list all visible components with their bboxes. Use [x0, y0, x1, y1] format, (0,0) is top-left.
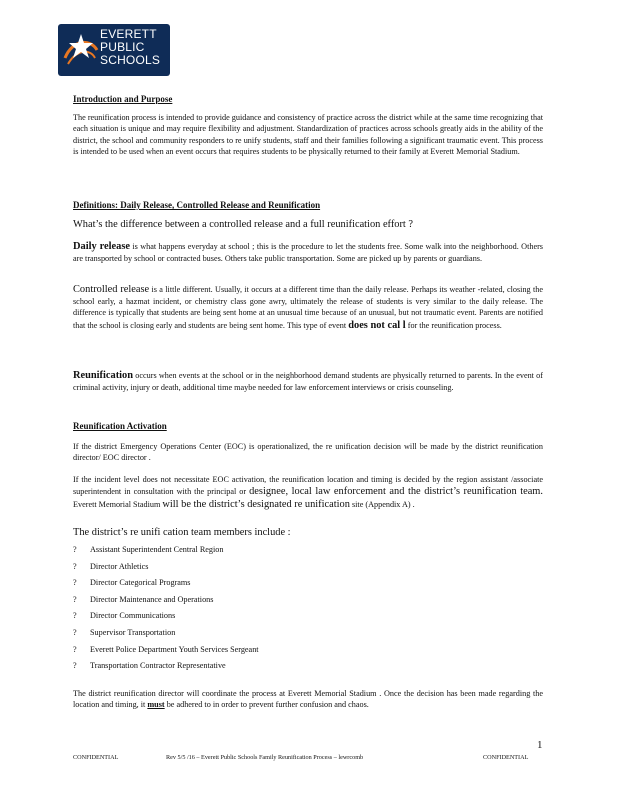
team-member: Director Categorical Programs [90, 578, 191, 588]
activation-p2-part4: will be the district’s designated re unification [162, 499, 350, 511]
closing-part-b: be adhered to in order to prevent further confusion and chaos. [164, 700, 369, 710]
logo-line-2: PUBLIC [100, 40, 145, 54]
star-swirl-icon [62, 28, 100, 72]
reunification-paragraph [73, 369, 543, 393]
activation-p2-part5: site (Appendix A) . [349, 500, 415, 510]
controlled-release-tail: for the reunification process. [405, 320, 502, 330]
controlled-release-paragraph [73, 283, 543, 332]
reunification-text: occurs when events at the school or in the neighborhood demand students are physically returned to parents. In the event of criminal activity, injury or death, additional time maybe needed for law enforcement interviews or crisis counseling. [73, 371, 543, 392]
team-member: Director Athletics [90, 561, 149, 571]
district-logo [58, 24, 170, 76]
controlled-release-text: is a little different. Usually, it occurs at a different time than the daily release. Perhaps its weather -related, closing the school early, a hazmat incident, or chemistry class gone awry, ultimately the release of students is very similar to the daily release. The difference is typically that students are being sent home at an unusual time because of an unusual, but not traumatic event. Parents are notified that the school is closing early and students are being sent home. This type of event [73, 285, 543, 330]
bullet: ? [73, 644, 77, 654]
team-intro: The district’s re unifi cation team members include : [73, 527, 291, 538]
difference-question: What’s the difference between a controlled release and a full reunification effort ? [73, 219, 414, 230]
intro-paragraph: The reunification process is intended to provide guidance and consistency of practice across the district while at the same time recognizing that each situation is unique and may require flexibility and adjustment. Standardization of practices across schools greatly aids in the ability of the district, the school and community responders to re unify students, staff and their families following a significant traumatic event. This process is intended to be used when an event occurs that requires students to be physically returned to their family at Everett Memorial Stadium. [73, 113, 543, 156]
controlled-release-term: Controlled release [73, 284, 150, 295]
daily-release-term: Daily release [73, 241, 130, 252]
does-not-call-emphasis: does not cal l [348, 319, 406, 331]
team-member: Everett Police Department Youth Services Sergeant [90, 644, 259, 654]
team-member: Transportation Contractor Representative [90, 661, 226, 671]
logo-line-1: EVERETT [100, 27, 157, 41]
activation-paragraph-2 [73, 474, 543, 511]
reunification-term: Reunification [73, 370, 134, 381]
bullet: ? [73, 627, 77, 637]
activation-heading: Reunification Activation [73, 421, 167, 431]
page-number: 1 [537, 739, 543, 751]
bullet: ? [73, 661, 77, 671]
logo-text [100, 28, 160, 67]
activation-p2-part3: Everett Memorial Stadium [73, 500, 163, 510]
bullet: ? [73, 594, 77, 604]
closing-part-a: The district reunification director will coordinate the process at Everett Memorial Stadium . Once the decision has been made regarding the location and timing, it [73, 689, 543, 710]
activation-paragraph-1: If the district Emergency Operations Center (EOC) is operationalized, the re unification decision will be made by the district reunification director/ EOC director . [73, 442, 543, 463]
logo-line-3: SCHOOLS [100, 53, 161, 67]
footer-left: CONFIDENTIAL [73, 754, 119, 761]
bullet: ? [73, 561, 77, 571]
daily-release-paragraph [73, 240, 543, 264]
intro-heading: Introduction and Purpose [73, 94, 173, 104]
daily-release-text: is what happens everyday at school ; this is the procedure to let the students free. Some walk into the neighborhood. Others are transported by school or contracted buses. Others take public transportation. Some are picked up by parents or guardians. [73, 242, 543, 263]
bullet: ? [73, 578, 77, 588]
footer-right: CONFIDENTIAL [483, 754, 529, 761]
footer-middle: Rev 5/5 /16 – Everett Public Schools Family Reunification Process – lewrcomb [166, 754, 364, 761]
activation-p2-part2: designee, local law enforcement and the district’s reunification team. [249, 486, 543, 498]
definitions-heading: Definitions: Daily Release, Controlled Release and Reunification [73, 200, 321, 210]
bullet: ? [73, 545, 77, 554]
bullet: ? [73, 611, 77, 621]
closing-paragraph [73, 688, 543, 711]
team-member: Director Maintenance and Operations [90, 594, 214, 604]
team-member: Assistant Superintendent Central Region [90, 545, 224, 554]
activation-p2-part1: If the incident level does not necessitate EOC activation, the reunification location and timing is decided by the region assistant /associate superintendent in consultation with the principal or [73, 475, 543, 497]
team-member: Supervisor Transportation [90, 627, 176, 637]
must-emphasis: must [147, 700, 165, 710]
team-member: Director Communications [90, 611, 176, 621]
